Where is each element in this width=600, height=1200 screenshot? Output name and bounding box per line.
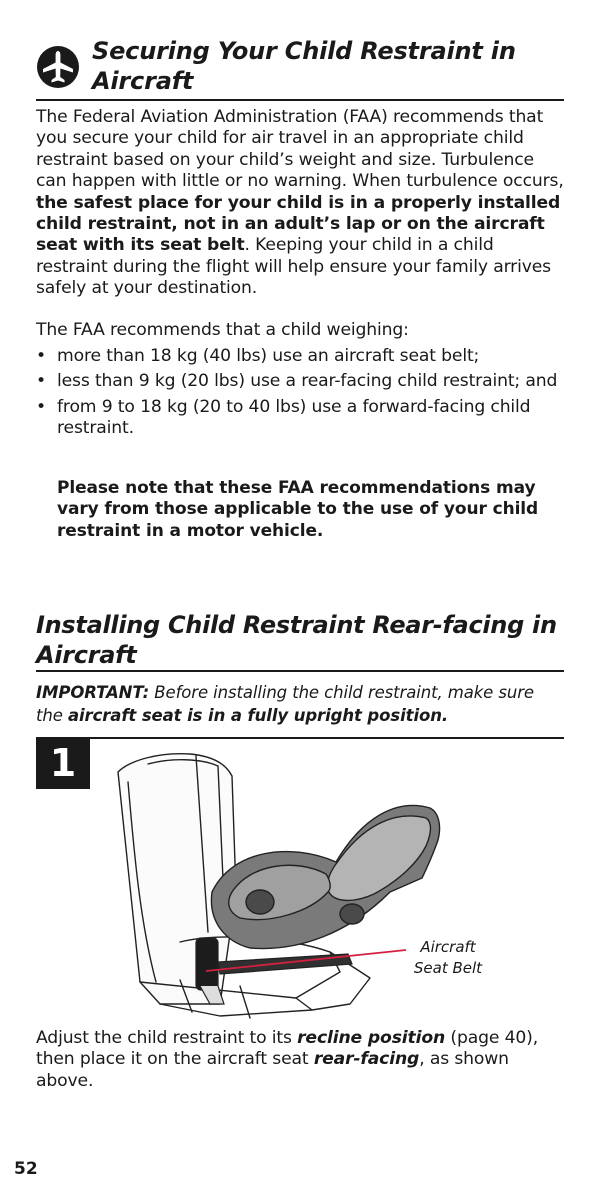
list-item-text: more than 18 kg (40 lbs) use an aircraft seat belt; — [57, 346, 480, 366]
airplane-icon — [36, 45, 80, 89]
bullet-glyph: • — [36, 346, 46, 366]
step-number-badge: 1 — [36, 737, 90, 789]
caption-text-end: , as shown above. — [36, 1049, 509, 1091]
list-item — [36, 397, 564, 440]
faa-note: Please note that these FAA recommendations may vary from those applicable to the use of your child restraint in a motor vehicle. — [57, 478, 539, 541]
child-restraint-drawing — [211, 805, 439, 948]
page-number: 52 — [14, 1159, 38, 1179]
step-caption — [36, 1028, 564, 1092]
aircraft-seat-belt-label — [398, 937, 498, 979]
caption-emphasis-recline: recline position — [297, 1028, 446, 1048]
belt-label-line2: Seat Belt — [413, 959, 483, 977]
intro-text-end: . Keeping your child in a child restraint during the flight will help ensure your family arrives safely at your destination. — [36, 235, 551, 299]
divider — [36, 670, 564, 672]
important-emphasis: aircraft seat is in a fully upright position. — [67, 706, 449, 725]
intro-text: The Federal Aviation Administration (FAA) recommends that you secure your child for air travel in an appropriate child restraint based on your child’s weight and size. Turbulence can happen with little or no warning. When turbulence occurs, — [36, 107, 564, 192]
caption-text: Adjust the child restraint to its — [36, 1028, 298, 1048]
divider — [36, 99, 564, 101]
intro-emphasis: the safest place for your child is in a properly installed child restraint, not in an adult’s lap or on the aircraft seat with its seat belt — [36, 192, 561, 256]
bullet-glyph: • — [36, 371, 46, 392]
list-item-text: less than 9 kg (20 lbs) use a rear-facing child restraint; and — [57, 371, 558, 392]
intro-paragraph — [36, 107, 564, 300]
caption-text-mid: (page 40), then place it on the aircraft seat — [36, 1028, 539, 1070]
important-text: Before installing the child restraint, make sure the — [36, 683, 534, 725]
list-item — [36, 371, 564, 392]
recommend-lead: The FAA recommends that a child weighing: — [36, 320, 409, 340]
list-item-text: from 9 to 18 kg (20 to 40 lbs) use a forward-facing child restraint. — [57, 396, 531, 439]
section-title: Securing Your Child Restraint in Aircraft — [92, 37, 516, 95]
belt-label-line1: Aircraft — [420, 938, 476, 956]
list-item — [36, 346, 564, 367]
weight-list — [36, 346, 564, 444]
caption-emphasis-rear-facing: rear-facing — [313, 1049, 420, 1070]
important-notice — [36, 681, 564, 727]
important-label: IMPORTANT: — [36, 683, 150, 702]
section-title-installing: Installing Child Restraint Rear-facing in Aircraft — [36, 611, 557, 669]
section-header — [36, 36, 564, 100]
bullet-glyph: • — [36, 396, 46, 417]
divider — [90, 737, 564, 739]
